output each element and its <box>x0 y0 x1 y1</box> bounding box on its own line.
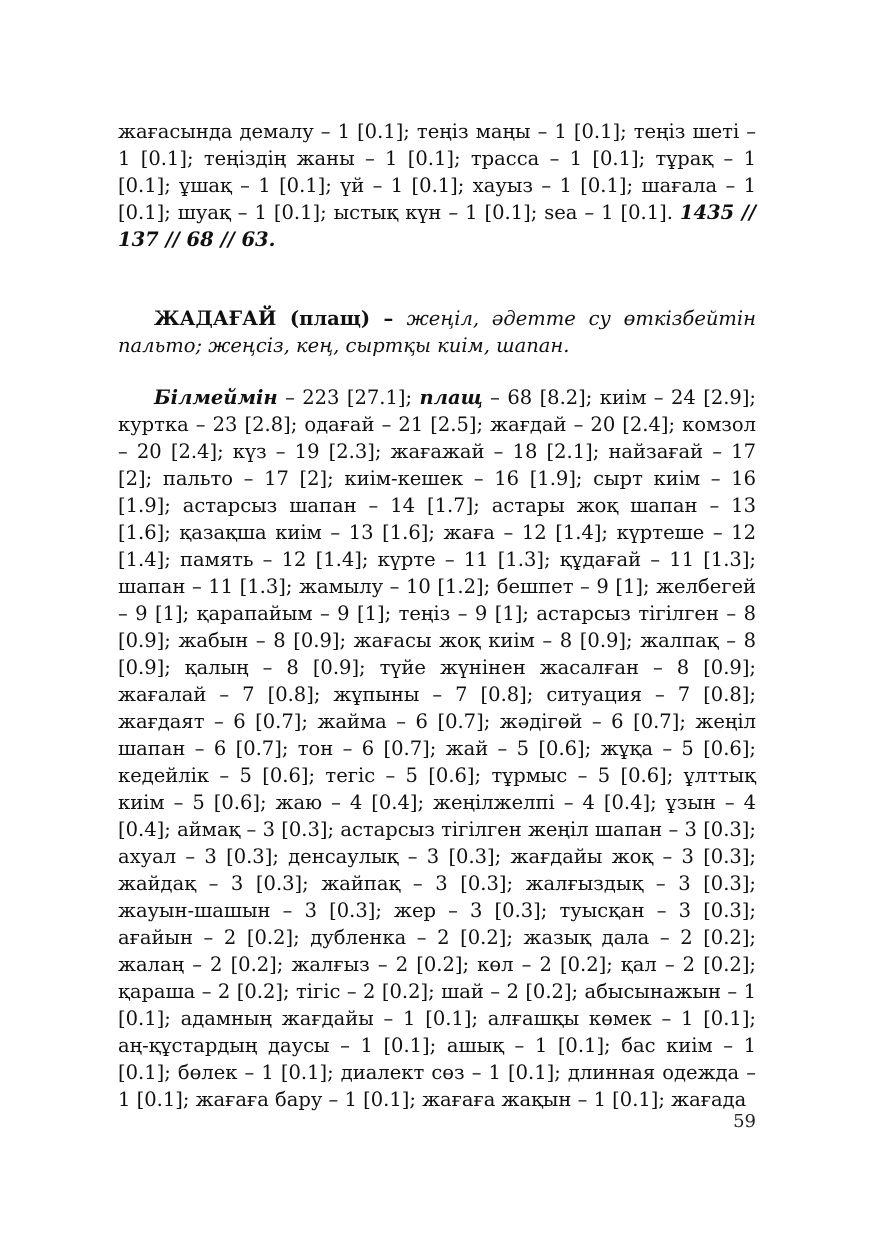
entry-definition: жеңіл, әдетте су өткізбейтін пальто; жеңсіз, кең, сыртқы киім, шапан. <box>118 307 756 357</box>
page-content <box>118 118 756 1113</box>
response-label-headword: плащ <box>419 386 483 409</box>
continuation-text: жағасында демалу – 1 [0.1]; теңіз маңы – 1 [0.1]; теңіз шеті – 1 [0.1]; теңіздің жаны – 1 [0.1]; трасса – 1 [0.1]; тұрақ – 1 [0.1]; ұшақ – 1 [0.1]; үй – 1 [0.1]; хауыз – 1 [0.1]; шағала – 1 [0.1]; шуақ – 1 [0.1]; ыстық күн – 1 [0.1]; sea – 1 [0.1]. <box>118 120 756 224</box>
page-number: 59 <box>733 1111 756 1132</box>
entry-headword: ЖАДАҒАЙ (плащ) – <box>154 307 407 330</box>
continuation-paragraph <box>118 118 756 253</box>
totals-text: 1435 // 137 // 68 // 63. <box>118 201 757 251</box>
response-label-unknown: Білмеймін <box>154 386 278 409</box>
response-first-count: – 223 [27.1]; <box>277 386 420 409</box>
responses-list: – 68 [8.2]; киім – 24 [2.9]; куртка – 23 [2.8]; одағай – 21 [2.5]; жағдай – 20 [2.4]; комзол – 20 [2.4]; күз – 19 [2.3]; жағажай – 18 [2.1]; найзағай – 17 [2]; пальто – 17 [2]; киім-кешек – 16 [1.9]; сырт киім – 16 [1.9]; астарсыз шапан – 14 [1.7]; астары жоқ шапан – 13 [1.6]; қазақша киім – 13 [1.6]; жаға – 12 [1.4]; күртеше – 12 [1.4]; память – 12 [1.4]; күрте – 11 [1.3]; құдағай – 11 [1.3]; шапан – 11 [1.3]; жамылу – 10 [1.2]; бешпет – 9 [1]; желбегей – 9 [1]; қарапайым – 9 [1]; теңіз – 9 [1]; астарсыз тігілген – 8 [0.9]; жабын – 8 [0.9]; жағасы жоқ киім – 8 [0.9]; жалпақ – 8 [0.9]; қалың – 8 [0.9]; түйе жүнінен жасалған – 8 [0.9]; жағалай – 7 [0.8]; жұпыны – 7 [0.8]; ситуация – 7 [0.8]; жағдаят – 6 [0.7]; жайма – 6 [0.7]; жәдігөй – 6 [0.7]; жеңіл шапан – 6 [0.7]; тон – 6 [0.7]; жай – 5 [0.6]; жұқа – 5 [0.6]; кедейлік – 5 [0.6]; тегіс – 5 [0.6]; тұрмыс – 5 [0.6]; ұлттық киім – 5 [0.6]; жаю – 4 [0.4]; жеңілжелпі – 4 [0.4]; ұзын – 4 [0.4]; аймақ – 3 [0.3]; астарсыз тігілген жеңіл шапан – 3 [0.3]; ахуал – 3 [0.3]; денсаулық – 3 [0.3]; жағдайы жоқ – 3 [0.3]; жайдақ – 3 [0.3]; жайпақ – 3 [0.3]; жалғыздық – 3 [0.3]; жауын-шашын – 3 [0.3]; жер – 3 [0.3]; туысқан – 3 [0.3]; ағайын – 2 [0.2]; дубленка – 2 [0.2]; жазық дала – 2 [0.2]; жалаң – 2 [0.2]; жалғыз – 2 [0.2]; көл – 2 [0.2]; қал – 2 [0.2]; қараша – 2 [0.2]; тігіс – 2 [0.2]; шай – 2 [0.2]; абысынажын – 1 [0.1]; адамның жағдайы – 1 [0.1]; алғашқы көмек – 1 [0.1]; аң-құстардың даусы – 1 [0.1]; ашық – 1 [0.1]; бас киім – 1 [0.1]; бөлек – 1 [0.1]; диалект сөз – 1 [0.1]; длинная одежда – 1 [0.1]; жағаға бару – 1 [0.1]; жағаға жақын – 1 [0.1]; жағада <box>118 386 757 1111</box>
section-gap <box>118 253 756 305</box>
section-gap <box>118 359 756 384</box>
entry-header-paragraph <box>118 305 756 359</box>
responses-paragraph <box>118 384 756 1113</box>
